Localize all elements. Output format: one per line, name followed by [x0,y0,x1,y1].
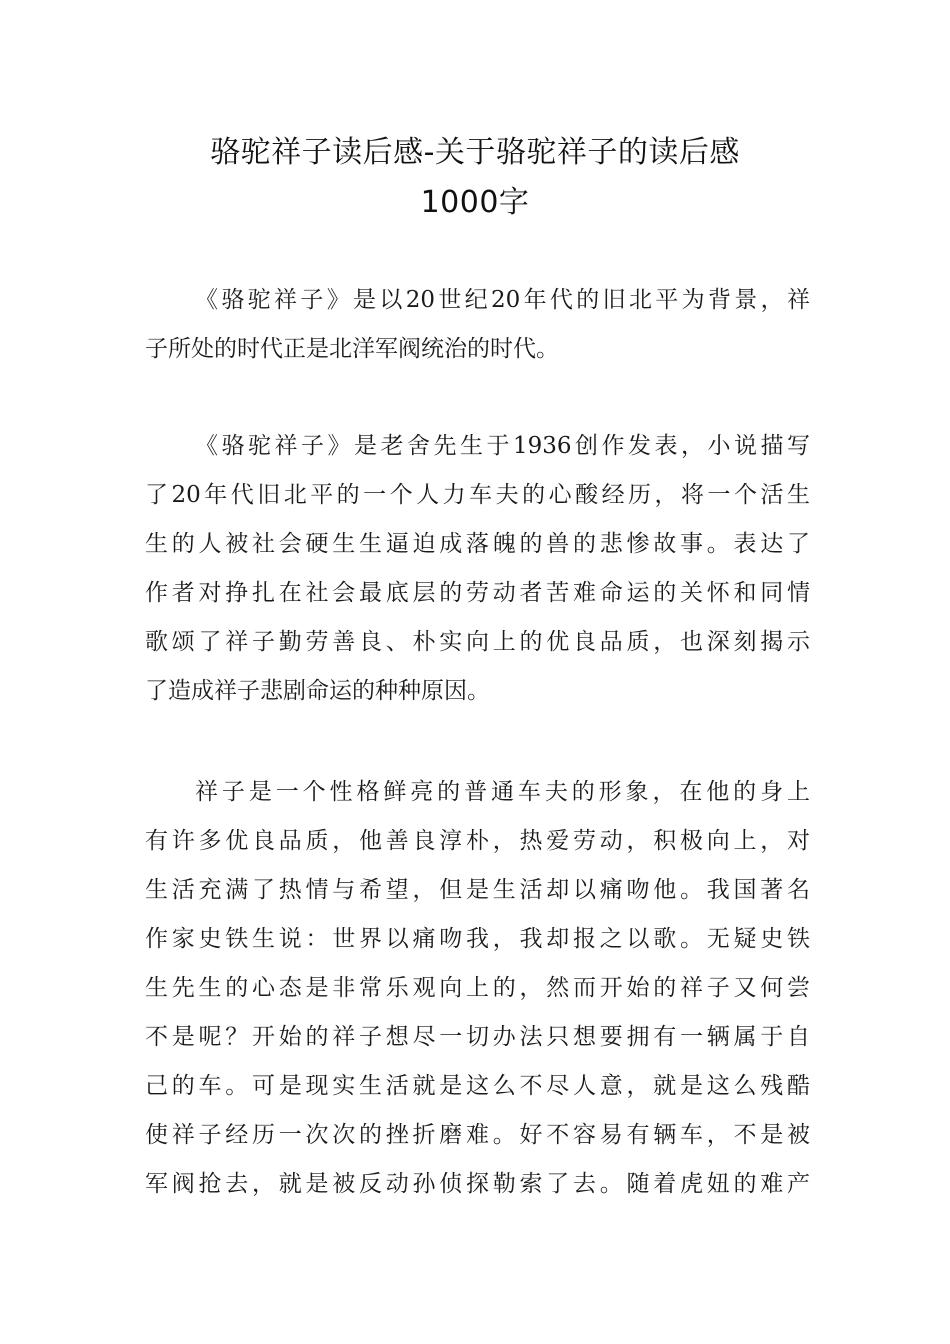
title-line-1: 骆驼祥子读后感-关于骆驼祥子的读后感 [210,135,740,170]
paragraph-line: 生活充满了热情与希望，但是生活却以痛吻他。我国著名 [145,877,810,903]
paragraph-3 [145,768,810,1209]
paragraph-line: 《骆驼祥子》是老舍先生于1936创作发表，小说描写 [195,433,810,459]
document-title [140,128,810,228]
paragraph-line: 不是呢？开始的祥子想尽一切办法只想要拥有一辆属于自 [145,1024,810,1050]
paragraph-line: 了造成祥子悲剧命运的种种原因。 [145,678,490,704]
paragraph-line: 歌颂了祥子勤劳善良、朴实向上的优良品质，也深刻揭示 [145,629,810,655]
title-line-2: 1000字 [420,185,530,220]
paragraph-line: 己的车。可是现实生活就是这么不尽人意，就是这么残酷 [145,1073,810,1099]
paragraph-line: 作者对挣扎在社会最底层的劳动者苦难命运的关怀和同情 [145,580,810,606]
paragraph-1 [145,276,810,374]
paragraph-line: 生先生的心态是非常乐观向上的，然而开始的祥子又何尝 [145,975,810,1001]
paragraph-line: 军阀抢去，就是被反动孙侦探勒索了去。随着虎妞的难产 [145,1171,810,1197]
paragraph-line: 了20年代旧北平的一个人力车夫的心酸经历，将一个活生 [145,482,810,508]
paragraph-line: 子所处的时代正是北洋军阀统治的时代。 [145,336,559,362]
paragraph-line: 有许多优良品质，他善良淳朴，热爱劳动，积极向上，对 [145,828,810,854]
paragraph-line: 《骆驼祥子》是以20世纪20年代的旧北平为背景，祥 [195,287,810,313]
paragraph-line: 祥子是一个性格鲜亮的普通车夫的形象，在他的身上 [195,779,810,805]
paragraph-line: 作家史铁生说：世界以痛吻我，我却报之以歌。无疑史铁 [145,926,810,952]
paragraph-2 [145,422,810,716]
paragraph-line: 使祥子经历一次次的挫折磨难。好不容易有辆车，不是被 [145,1122,810,1148]
paragraph-line: 生的人被社会硬生生逼迫成落魄的兽的悲惨故事。表达了 [145,531,810,557]
